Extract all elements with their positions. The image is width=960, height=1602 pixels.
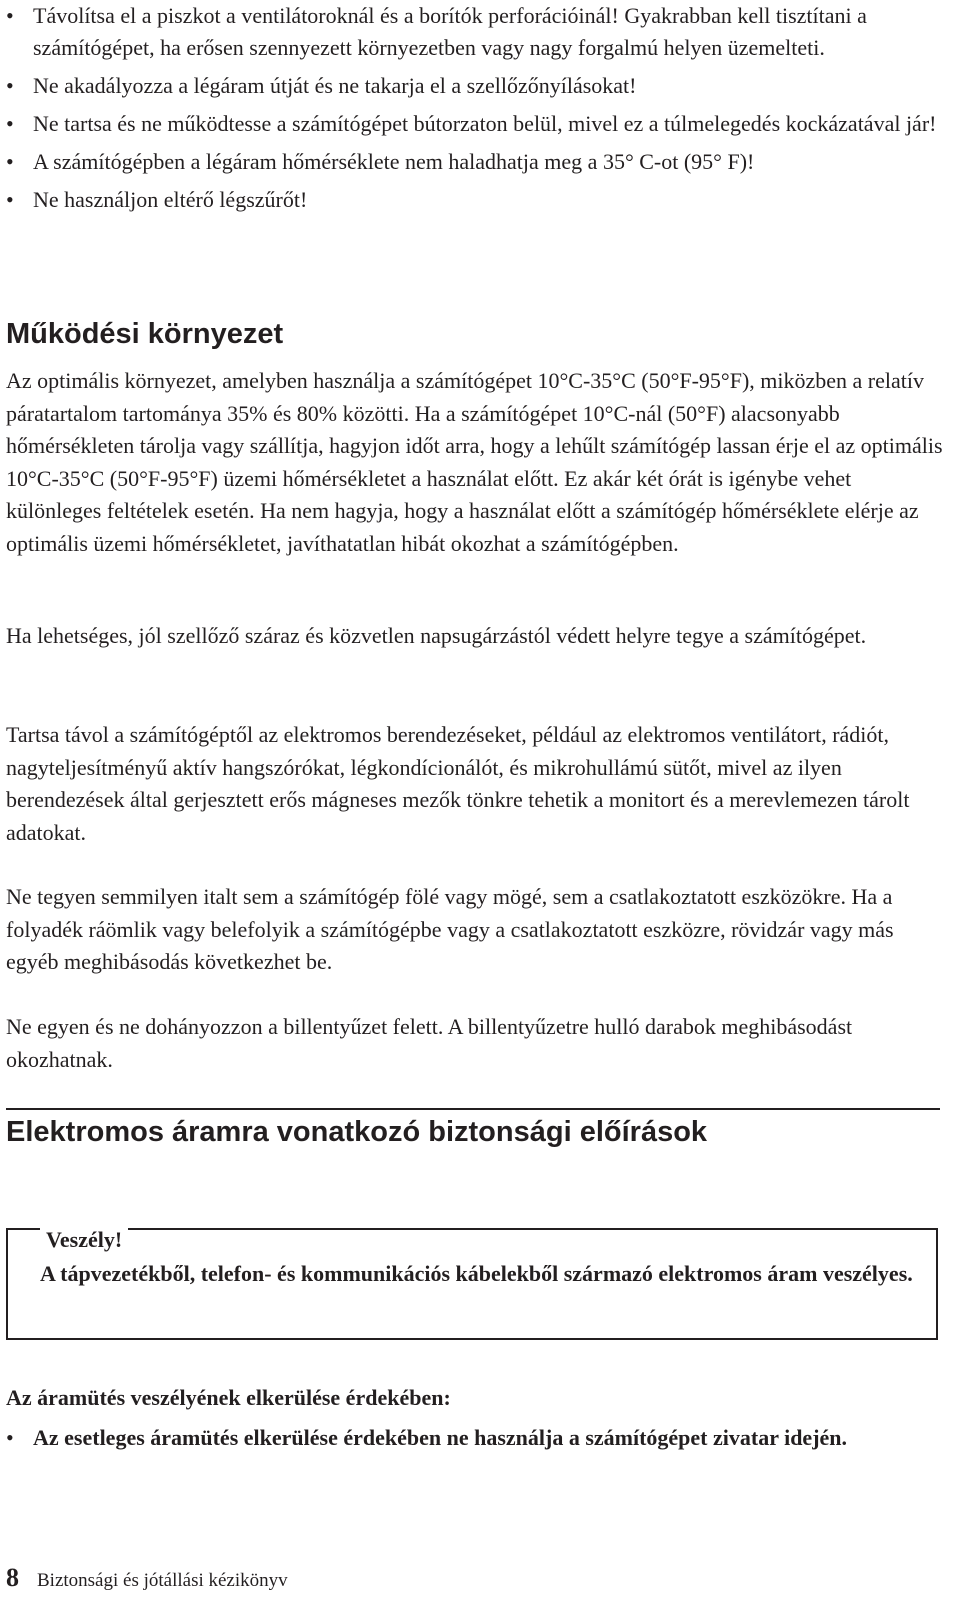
danger-text: A tápvezetékből, telefon- és kommunikációs kábelekből származó elektromos áram veszélyes. (40, 1261, 913, 1286)
page-number: 8 (6, 1563, 19, 1592)
bullet-icon: • (6, 187, 14, 212)
bullet-icon: • (6, 73, 14, 98)
list-item: • Az esetleges áramütés elkerülése érdekében ne használja a számítógépet zivatar idején. (6, 1422, 926, 1454)
list-item: • Távolítsa el a piszkot a ventilátoroknál és a borítók perforációinál! Gyakrabban kell tisztítani a számítógépet, ha erősen szennyezett környezetben vagy nagy forgalmú helyen üzemelteti. (6, 0, 946, 64)
list-item: • Ne használjon eltérő légszűrőt! (6, 184, 946, 216)
top-bullet-list (6, 0, 946, 222)
section-heading-operating-environment: Működési környezet (6, 318, 284, 350)
paragraph-optimal-environment: Az optimális környezet, amelyben használja a számítógépet 10°C-35°C (50°F-95°F), miközben a relatív páratartalom tartománya 35% és 80% közötti. Ha a számítógépet 10°C-nál (50°F) alacsonyabb hőmérsékleten tárolja vagy szállítja, hagyjon időt arra, hogy a lehűlt számítógép lassan érje el az optimális 10°C-35°C (50°F-95°F) üzemi hőmérsékletet a használat előtt. Ez akár két órát is igénybe vehet különleges feltételek esetén. Ha nem hagyja, hogy a használat előtt a számítógép hőmérséklete elérje az optimális üzemi hőmérsékletet, javíthatatlan hibát okozhat a számítógépben. (6, 368, 943, 556)
bottom-bullet-list (6, 1422, 926, 1454)
list-item: • Ne akadályozza a légáram útját és ne takarja el a szellőzőnyílásokat! (6, 70, 946, 102)
danger-label: Veszély! (40, 1224, 128, 1256)
shock-avoidance-subheading: Az áramütés veszélyének elkerülése érdekében: (6, 1385, 451, 1410)
bullet-icon: • (6, 111, 14, 136)
bullet-icon: • (6, 149, 14, 174)
section-divider (6, 1108, 940, 1110)
list-item: • A számítógépben a légáram hőmérséklete nem haladhatja meg a 35° C-ot (95° F)! (6, 146, 946, 178)
paragraph-placement: Ha lehetséges, jól szellőző száraz és közvetlen napsugárzástól védett helyre tegye a számítógépet. (6, 623, 867, 648)
bullet-icon: • (6, 1425, 14, 1450)
section-heading-electrical-safety: Elektromos áramra vonatkozó biztonsági előírások (6, 1116, 708, 1148)
paragraph-liquids: Ne tegyen semmilyen italt sem a számítógép fölé vagy mögé, sem a csatlakoztatott eszközökre. Ha a folyadék ráömlik vagy belefolyik a számítógépbe vagy a csatlakoztatott eszközre, rövidzár vagy más egyéb meghibásodás következhet be. (6, 884, 894, 974)
paragraph-eating-smoking: Ne egyen és ne dohányozzon a billentyűzet felett. A billentyűzetre hulló darabok meghibásodást okozhatnak. (6, 1014, 853, 1072)
list-item: • Ne tartsa és ne működtesse a számítógépet bútorzaton belül, mivel ez a túlmelegedés kockázatával jár! (6, 108, 946, 140)
bullet-icon: • (6, 3, 14, 28)
paragraph-electrical-devices: Tartsa távol a számítógéptől az elektromos berendezéseket, például az elektromos ventilátort, rádiót, nagyteljesítményű aktív hangszórókat, légkondícionálót, és mikrohullámú sütőt, mivel az ilyen berendezések által gerjesztett erős mágneses mezők tönkre tehetik a monitort és a merevlemezen tárolt adatokat. (6, 722, 910, 845)
page-footer (6, 1563, 288, 1596)
footer-title: Biztonsági és jótállási kézikönyv (37, 1570, 288, 1591)
